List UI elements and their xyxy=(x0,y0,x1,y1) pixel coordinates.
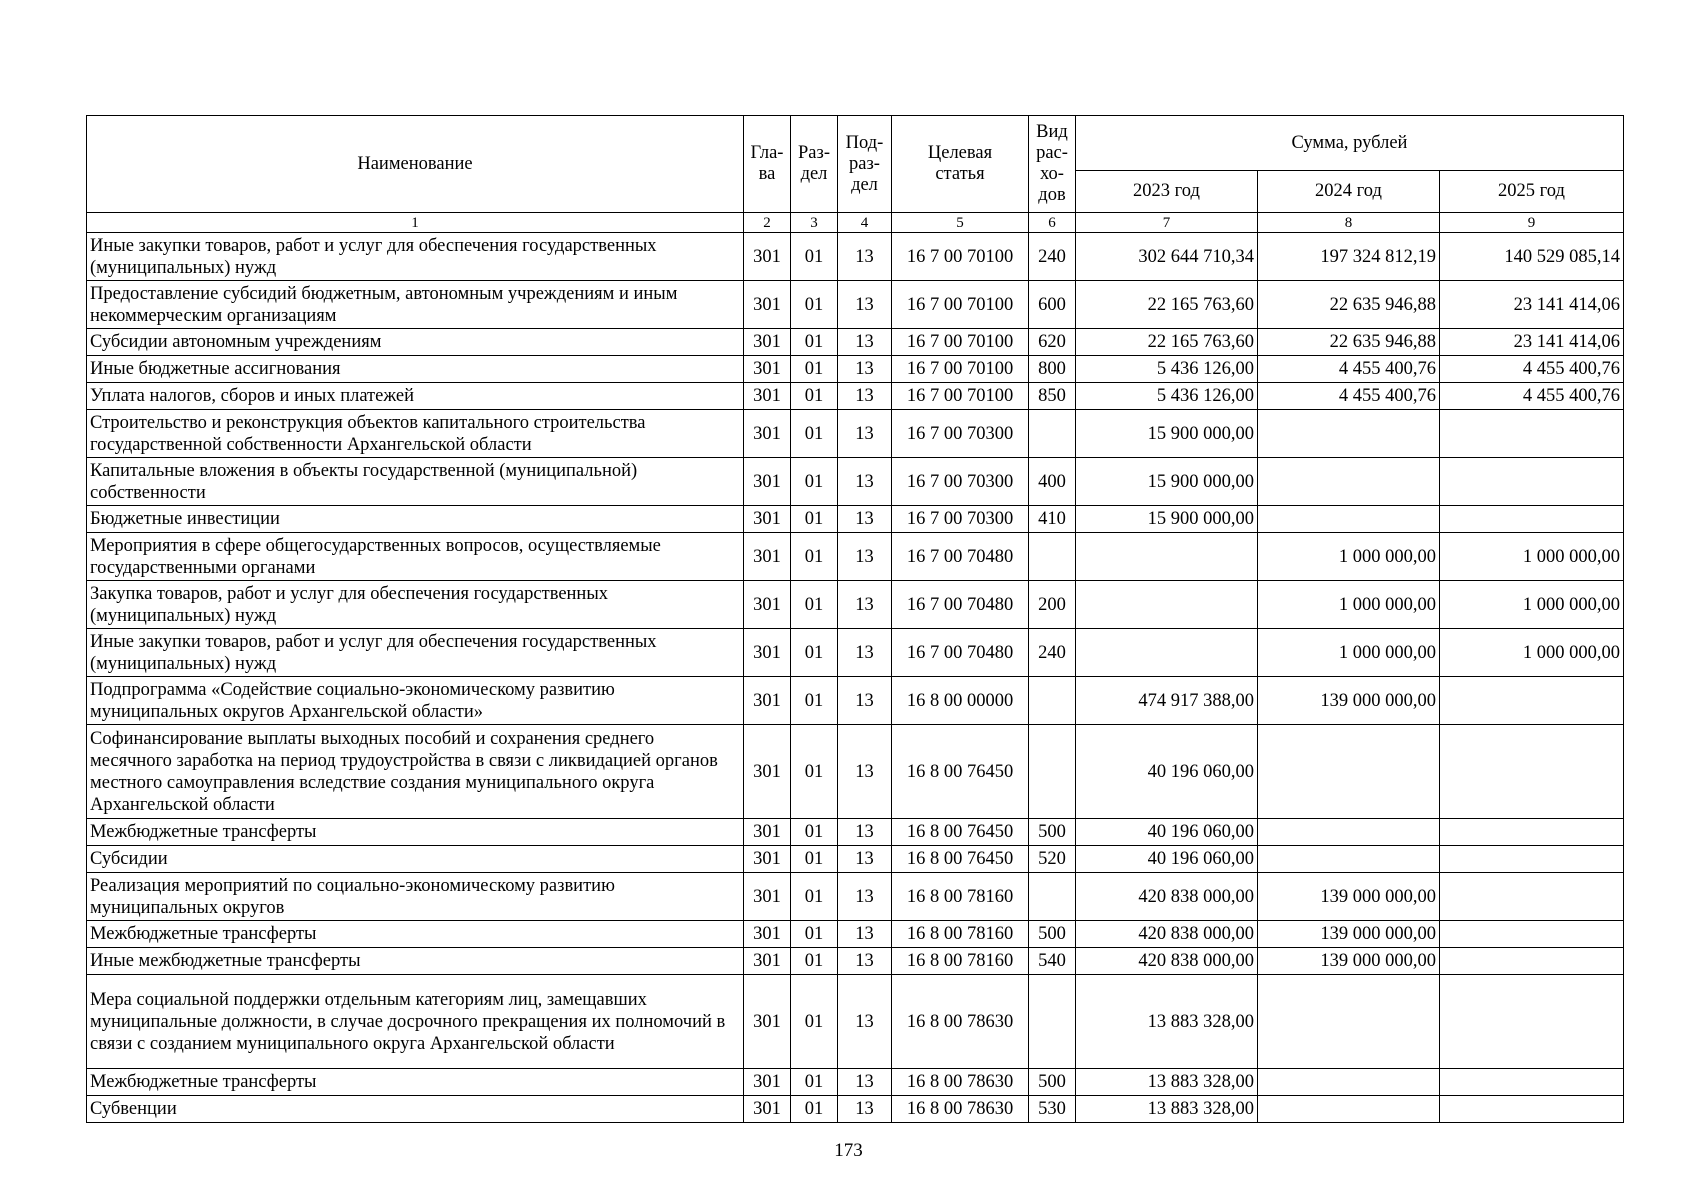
row-sum-2023: 40 196 060,00 xyxy=(1076,846,1258,873)
row-sum-2024: 139 000 000,00 xyxy=(1258,948,1440,975)
row-razdel: 01 xyxy=(791,506,838,533)
table-row xyxy=(87,533,1624,581)
row-podrazdel: 13 xyxy=(838,921,892,948)
row-razdel: 01 xyxy=(791,873,838,921)
row-name: Закупка товаров, работ и услуг для обеспечения государственных (муниципальных) нужд xyxy=(87,581,744,629)
header-summa: Сумма, рублей xyxy=(1076,116,1624,171)
row-name: Капитальные вложения в объекты государственной (муниципальной) собственности xyxy=(87,458,744,506)
row-sum-2024 xyxy=(1258,725,1440,819)
row-name: Иные бюджетные ассигнования xyxy=(87,356,744,383)
column-number: 1 xyxy=(87,213,744,233)
row-podrazdel: 13 xyxy=(838,629,892,677)
row-celevaya-statya: 16 7 00 70100 xyxy=(892,356,1029,383)
row-vid-raskhodov: 500 xyxy=(1029,1069,1076,1096)
row-glava: 301 xyxy=(744,1096,791,1123)
row-sum-2023: 5 436 126,00 xyxy=(1076,356,1258,383)
row-razdel: 01 xyxy=(791,725,838,819)
row-name: Мероприятия в сфере общегосударственных вопросов, осуществляемые государственными органами xyxy=(87,533,744,581)
row-sum-2024: 1 000 000,00 xyxy=(1258,533,1440,581)
row-glava: 301 xyxy=(744,383,791,410)
row-vid-raskhodov: 500 xyxy=(1029,819,1076,846)
row-celevaya-statya: 16 8 00 78160 xyxy=(892,873,1029,921)
row-celevaya-statya: 16 8 00 78630 xyxy=(892,1096,1029,1123)
table-row xyxy=(87,846,1624,873)
row-glava: 301 xyxy=(744,819,791,846)
row-vid-raskhodov: 540 xyxy=(1029,948,1076,975)
row-sum-2025: 4 455 400,76 xyxy=(1440,383,1624,410)
row-vid-raskhodov xyxy=(1029,533,1076,581)
row-sum-2025: 1 000 000,00 xyxy=(1440,581,1624,629)
row-sum-2023 xyxy=(1076,581,1258,629)
row-glava: 301 xyxy=(744,233,791,281)
header-glava: Гла- ва xyxy=(744,116,791,213)
row-razdel: 01 xyxy=(791,356,838,383)
row-celevaya-statya: 16 7 00 70100 xyxy=(892,233,1029,281)
column-number: 6 xyxy=(1029,213,1076,233)
row-name: Иные закупки товаров, работ и услуг для обеспечения государственных (муниципальных) нужд xyxy=(87,629,744,677)
row-sum-2024 xyxy=(1258,410,1440,458)
row-sum-2025 xyxy=(1440,846,1624,873)
row-sum-2025 xyxy=(1440,1096,1624,1123)
header-vid-raskhodov: Вид рас- хо- дов xyxy=(1029,116,1076,213)
row-razdel: 01 xyxy=(791,383,838,410)
row-glava: 301 xyxy=(744,629,791,677)
row-razdel: 01 xyxy=(791,410,838,458)
column-number: 2 xyxy=(744,213,791,233)
row-glava: 301 xyxy=(744,581,791,629)
table-body xyxy=(87,233,1624,1123)
header-name: Наименование xyxy=(87,116,744,213)
row-sum-2024: 197 324 812,19 xyxy=(1258,233,1440,281)
row-razdel: 01 xyxy=(791,329,838,356)
row-celevaya-statya: 16 7 00 70100 xyxy=(892,281,1029,329)
table-row xyxy=(87,975,1624,1069)
column-number-row xyxy=(87,213,1624,233)
row-sum-2025 xyxy=(1440,458,1624,506)
table-row xyxy=(87,356,1624,383)
row-razdel: 01 xyxy=(791,1069,838,1096)
row-vid-raskhodov: 600 xyxy=(1029,281,1076,329)
table-row xyxy=(87,948,1624,975)
row-glava: 301 xyxy=(744,533,791,581)
row-podrazdel: 13 xyxy=(838,533,892,581)
row-celevaya-statya: 16 7 00 70300 xyxy=(892,410,1029,458)
row-podrazdel: 13 xyxy=(838,581,892,629)
row-vid-raskhodov xyxy=(1029,410,1076,458)
row-vid-raskhodov: 240 xyxy=(1029,629,1076,677)
row-name: Реализация мероприятий по социально-экономическому развитию муниципальных округов xyxy=(87,873,744,921)
row-name: Субвенции xyxy=(87,1096,744,1123)
row-sum-2024 xyxy=(1258,1069,1440,1096)
row-sum-2023: 40 196 060,00 xyxy=(1076,725,1258,819)
row-sum-2025 xyxy=(1440,921,1624,948)
column-number: 8 xyxy=(1258,213,1440,233)
row-glava: 301 xyxy=(744,506,791,533)
row-celevaya-statya: 16 7 00 70300 xyxy=(892,506,1029,533)
row-vid-raskhodov: 400 xyxy=(1029,458,1076,506)
row-sum-2023: 13 883 328,00 xyxy=(1076,1069,1258,1096)
row-sum-2023: 22 165 763,60 xyxy=(1076,281,1258,329)
row-sum-2025: 1 000 000,00 xyxy=(1440,629,1624,677)
row-sum-2023: 420 838 000,00 xyxy=(1076,948,1258,975)
row-vid-raskhodov: 620 xyxy=(1029,329,1076,356)
row-sum-2025: 23 141 414,06 xyxy=(1440,329,1624,356)
row-podrazdel: 13 xyxy=(838,383,892,410)
row-sum-2024: 139 000 000,00 xyxy=(1258,921,1440,948)
row-sum-2025 xyxy=(1440,677,1624,725)
row-name: Подпрограмма «Содействие социально-экономическому развитию муниципальных округов Архангельской области» xyxy=(87,677,744,725)
row-sum-2024: 1 000 000,00 xyxy=(1258,629,1440,677)
row-razdel: 01 xyxy=(791,921,838,948)
row-sum-2024: 4 455 400,76 xyxy=(1258,383,1440,410)
row-celevaya-statya: 16 7 00 70480 xyxy=(892,533,1029,581)
row-sum-2023: 302 644 710,34 xyxy=(1076,233,1258,281)
row-celevaya-statya: 16 7 00 70100 xyxy=(892,329,1029,356)
row-razdel: 01 xyxy=(791,846,838,873)
table-row xyxy=(87,581,1624,629)
row-vid-raskhodov: 200 xyxy=(1029,581,1076,629)
row-podrazdel: 13 xyxy=(838,1069,892,1096)
row-celevaya-statya: 16 8 00 78630 xyxy=(892,975,1029,1069)
table-row xyxy=(87,506,1624,533)
row-sum-2024: 22 635 946,88 xyxy=(1258,281,1440,329)
row-podrazdel: 13 xyxy=(838,506,892,533)
row-celevaya-statya: 16 8 00 78630 xyxy=(892,1069,1029,1096)
row-sum-2023: 420 838 000,00 xyxy=(1076,921,1258,948)
row-sum-2023: 15 900 000,00 xyxy=(1076,410,1258,458)
row-name: Межбюджетные трансферты xyxy=(87,1069,744,1096)
table-row xyxy=(87,383,1624,410)
row-podrazdel: 13 xyxy=(838,873,892,921)
row-razdel: 01 xyxy=(791,458,838,506)
row-celevaya-statya: 16 7 00 70480 xyxy=(892,581,1029,629)
row-razdel: 01 xyxy=(791,233,838,281)
row-sum-2023: 40 196 060,00 xyxy=(1076,819,1258,846)
row-vid-raskhodov: 410 xyxy=(1029,506,1076,533)
row-podrazdel: 13 xyxy=(838,356,892,383)
row-vid-raskhodov xyxy=(1029,975,1076,1069)
row-vid-raskhodov: 850 xyxy=(1029,383,1076,410)
row-podrazdel: 13 xyxy=(838,819,892,846)
row-sum-2024: 139 000 000,00 xyxy=(1258,677,1440,725)
row-celevaya-statya: 16 8 00 76450 xyxy=(892,819,1029,846)
header-year-2023: 2023 год xyxy=(1076,171,1258,213)
table-row xyxy=(87,629,1624,677)
row-razdel: 01 xyxy=(791,677,838,725)
row-sum-2023: 15 900 000,00 xyxy=(1076,506,1258,533)
row-podrazdel: 13 xyxy=(838,1096,892,1123)
row-sum-2025 xyxy=(1440,873,1624,921)
row-name: Субсидии автономным учреждениям xyxy=(87,329,744,356)
row-podrazdel: 13 xyxy=(838,329,892,356)
row-glava: 301 xyxy=(744,1069,791,1096)
row-name: Межбюджетные трансферты xyxy=(87,819,744,846)
row-sum-2024 xyxy=(1258,975,1440,1069)
row-sum-2025 xyxy=(1440,725,1624,819)
row-celevaya-statya: 16 8 00 76450 xyxy=(892,725,1029,819)
row-sum-2024: 1 000 000,00 xyxy=(1258,581,1440,629)
row-celevaya-statya: 16 7 00 70300 xyxy=(892,458,1029,506)
row-sum-2023: 13 883 328,00 xyxy=(1076,1096,1258,1123)
table-row xyxy=(87,1069,1624,1096)
row-sum-2024 xyxy=(1258,458,1440,506)
row-podrazdel: 13 xyxy=(838,281,892,329)
row-sum-2024: 4 455 400,76 xyxy=(1258,356,1440,383)
row-podrazdel: 13 xyxy=(838,846,892,873)
row-sum-2023: 15 900 000,00 xyxy=(1076,458,1258,506)
column-number: 9 xyxy=(1440,213,1624,233)
row-celevaya-statya: 16 7 00 70100 xyxy=(892,383,1029,410)
row-podrazdel: 13 xyxy=(838,677,892,725)
row-sum-2024 xyxy=(1258,1096,1440,1123)
row-sum-2025 xyxy=(1440,975,1624,1069)
column-number: 5 xyxy=(892,213,1029,233)
row-name: Субсидии xyxy=(87,846,744,873)
row-vid-raskhodov: 520 xyxy=(1029,846,1076,873)
row-glava: 301 xyxy=(744,356,791,383)
row-name: Мера социальной поддержки отдельным категориям лиц, замещавших муниципальные должности, в случае досрочного прекращения их полномочий в связи с созданием муниципального округа Архангельской области xyxy=(87,975,744,1069)
header-celevaya-statya: Целевая статья xyxy=(892,116,1029,213)
row-celevaya-statya: 16 8 00 76450 xyxy=(892,846,1029,873)
header-year-2024: 2024 год xyxy=(1258,171,1440,213)
row-sum-2025: 4 455 400,76 xyxy=(1440,356,1624,383)
row-name: Межбюджетные трансферты xyxy=(87,921,744,948)
row-podrazdel: 13 xyxy=(838,458,892,506)
column-number: 3 xyxy=(791,213,838,233)
row-sum-2025 xyxy=(1440,819,1624,846)
row-glava: 301 xyxy=(744,458,791,506)
row-sum-2024 xyxy=(1258,819,1440,846)
row-vid-raskhodov: 800 xyxy=(1029,356,1076,383)
row-razdel: 01 xyxy=(791,948,838,975)
row-name: Бюджетные инвестиции xyxy=(87,506,744,533)
table-row xyxy=(87,921,1624,948)
row-razdel: 01 xyxy=(791,533,838,581)
row-podrazdel: 13 xyxy=(838,975,892,1069)
row-celevaya-statya: 16 7 00 70480 xyxy=(892,629,1029,677)
row-sum-2024: 139 000 000,00 xyxy=(1258,873,1440,921)
row-glava: 301 xyxy=(744,921,791,948)
row-sum-2023: 22 165 763,60 xyxy=(1076,329,1258,356)
row-razdel: 01 xyxy=(791,1096,838,1123)
budget-table xyxy=(86,115,1624,1123)
row-razdel: 01 xyxy=(791,819,838,846)
row-sum-2023: 5 436 126,00 xyxy=(1076,383,1258,410)
row-celevaya-statya: 16 8 00 78160 xyxy=(892,921,1029,948)
row-sum-2025 xyxy=(1440,410,1624,458)
row-sum-2025: 23 141 414,06 xyxy=(1440,281,1624,329)
column-number: 4 xyxy=(838,213,892,233)
header-podrazdel: Под- раз- дел xyxy=(838,116,892,213)
row-glava: 301 xyxy=(744,873,791,921)
row-celevaya-statya: 16 8 00 00000 xyxy=(892,677,1029,725)
table-row xyxy=(87,677,1624,725)
row-glava: 301 xyxy=(744,677,791,725)
row-sum-2025: 140 529 085,14 xyxy=(1440,233,1624,281)
row-celevaya-statya: 16 8 00 78160 xyxy=(892,948,1029,975)
row-vid-raskhodov xyxy=(1029,873,1076,921)
row-vid-raskhodov: 500 xyxy=(1029,921,1076,948)
row-glava: 301 xyxy=(744,410,791,458)
header-razdel: Раз- дел xyxy=(791,116,838,213)
row-sum-2023: 420 838 000,00 xyxy=(1076,873,1258,921)
row-sum-2024 xyxy=(1258,846,1440,873)
table-row xyxy=(87,873,1624,921)
table-row xyxy=(87,819,1624,846)
row-glava: 301 xyxy=(744,281,791,329)
row-glava: 301 xyxy=(744,846,791,873)
table-row xyxy=(87,458,1624,506)
table-row xyxy=(87,725,1624,819)
page-number: 173 xyxy=(834,1140,863,1161)
table-row xyxy=(87,1096,1624,1123)
table-row xyxy=(87,281,1624,329)
table-row xyxy=(87,233,1624,281)
table-row xyxy=(87,410,1624,458)
row-sum-2023: 13 883 328,00 xyxy=(1076,975,1258,1069)
row-name: Уплата налогов, сборов и иных платежей xyxy=(87,383,744,410)
row-sum-2025 xyxy=(1440,1069,1624,1096)
row-name: Строительство и реконструкция объектов капитального строительства государственной собственности Архангельской области xyxy=(87,410,744,458)
row-sum-2025: 1 000 000,00 xyxy=(1440,533,1624,581)
row-podrazdel: 13 xyxy=(838,948,892,975)
column-number: 7 xyxy=(1076,213,1258,233)
row-glava: 301 xyxy=(744,725,791,819)
row-razdel: 01 xyxy=(791,581,838,629)
row-glava: 301 xyxy=(744,329,791,356)
row-sum-2024: 22 635 946,88 xyxy=(1258,329,1440,356)
row-podrazdel: 13 xyxy=(838,233,892,281)
row-razdel: 01 xyxy=(791,975,838,1069)
row-sum-2023 xyxy=(1076,533,1258,581)
row-podrazdel: 13 xyxy=(838,410,892,458)
row-sum-2025 xyxy=(1440,506,1624,533)
row-vid-raskhodov xyxy=(1029,677,1076,725)
row-razdel: 01 xyxy=(791,629,838,677)
row-name: Иные закупки товаров, работ и услуг для обеспечения государственных (муниципальных) нужд xyxy=(87,233,744,281)
row-vid-raskhodov: 530 xyxy=(1029,1096,1076,1123)
row-sum-2024 xyxy=(1258,506,1440,533)
row-sum-2023: 474 917 388,00 xyxy=(1076,677,1258,725)
header-year-2025: 2025 год xyxy=(1440,171,1624,213)
row-glava: 301 xyxy=(744,975,791,1069)
row-name: Предоставление субсидий бюджетным, автономным учреждениям и иным некоммерческим организациям xyxy=(87,281,744,329)
row-name: Иные межбюджетные трансферты xyxy=(87,948,744,975)
row-razdel: 01 xyxy=(791,281,838,329)
row-glava: 301 xyxy=(744,948,791,975)
row-vid-raskhodov xyxy=(1029,725,1076,819)
row-name: Софинансирование выплаты выходных пособий и сохранения среднего месячного заработка на период трудоустройства в связи с ликвидацией органов местного самоуправления вследствие создания муниципального округа Архангельской области xyxy=(87,725,744,819)
row-sum-2025 xyxy=(1440,948,1624,975)
row-vid-raskhodov: 240 xyxy=(1029,233,1076,281)
row-sum-2023 xyxy=(1076,629,1258,677)
row-podrazdel: 13 xyxy=(838,725,892,819)
table-row xyxy=(87,329,1624,356)
